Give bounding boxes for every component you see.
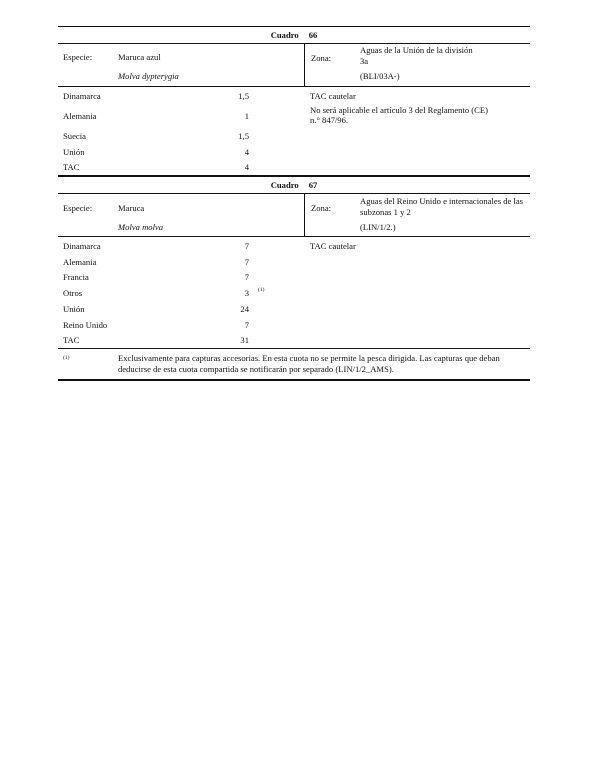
table-title-label: Cuadro xyxy=(270,30,299,40)
species-common-name: Maruca xyxy=(118,203,145,213)
quota-value: 24 xyxy=(240,304,249,314)
country-name: Reino Unido xyxy=(63,320,108,330)
quota-value: 4 xyxy=(244,162,249,172)
zone-line-1: Aguas del Reino Unido e internacionales de las xyxy=(360,196,523,206)
country-name: Dinamarca xyxy=(63,241,101,251)
zone-cell xyxy=(305,194,530,236)
table-67-header xyxy=(58,193,530,237)
table-title-label: Cuadro xyxy=(270,180,299,190)
zone-line-1: Aguas de la Unión de la división xyxy=(360,45,473,55)
country-name: Suecia xyxy=(63,131,86,141)
footnote-line-2: deducirse de esta cuota compartida se notificarán por separado (LIN/1/2_AMS). xyxy=(118,364,394,374)
footnote-line-1: Exclusivamente para capturas accesorias. En esta cuota no se permite la pesca dirigida. Las capturas que deban xyxy=(118,353,500,363)
zone-cell xyxy=(305,44,530,86)
zone-code: (LIN/1/2.) xyxy=(360,222,396,232)
table-66-header xyxy=(58,43,530,87)
quota-value: 3 xyxy=(244,288,249,298)
country-name: Unión xyxy=(63,304,85,314)
quota-list xyxy=(58,237,304,348)
species-common-name: Maruca azul xyxy=(118,52,161,62)
footnote-reference: (1) xyxy=(258,287,265,293)
quota-value: 7 xyxy=(244,320,249,330)
species-label: Especie: xyxy=(63,52,93,62)
species-cell xyxy=(58,44,305,86)
footnote-text xyxy=(118,353,530,379)
quota-value: 7 xyxy=(244,241,249,251)
zone-label: Zona: xyxy=(311,53,332,63)
species-cell xyxy=(58,194,305,236)
remark-article-line-2: n.° 847/96. xyxy=(310,115,349,125)
quota-value: 1 xyxy=(244,111,249,121)
table-67-body xyxy=(58,237,530,348)
table-66-title xyxy=(58,27,530,43)
remark-tac: TAC cautelar xyxy=(310,241,356,251)
zone-label: Zona: xyxy=(311,203,332,213)
zone-line-2: subzonas 1 y 2 xyxy=(360,207,411,217)
remark-article-line-1: No será aplicable el artículo 3 del Reglamento (CE) xyxy=(310,105,489,115)
table-number: 66 xyxy=(308,30,318,40)
bottom-rule xyxy=(58,379,530,381)
country-name: Dinamarca xyxy=(63,91,101,101)
footnote-mark: (1) xyxy=(63,355,70,361)
quota-value: 1,5 xyxy=(238,91,249,101)
remarks xyxy=(304,237,530,348)
table-number: 67 xyxy=(308,180,318,190)
remarks xyxy=(304,87,530,175)
quota-value: 4 xyxy=(244,147,249,157)
zone-code: (BLI/03A-) xyxy=(360,71,400,81)
country-name: Otros xyxy=(63,288,83,298)
species-label: Especie: xyxy=(63,203,93,213)
quota-value: 31 xyxy=(240,335,249,345)
country-name: Francia xyxy=(63,272,89,282)
zone-line-2: 3a xyxy=(360,56,369,66)
species-latin-name: Molva dypterygia xyxy=(118,71,179,81)
quota-value: 1,5 xyxy=(238,131,249,141)
document-page xyxy=(58,26,530,381)
quota-list xyxy=(58,87,304,175)
country-name: Alemania xyxy=(63,111,97,121)
species-latin-name: Molva molva xyxy=(118,222,164,232)
quota-value: 7 xyxy=(244,272,249,282)
country-name: TAC xyxy=(63,335,80,345)
country-name: Alemania xyxy=(63,257,97,267)
remark-tac: TAC cautelar xyxy=(310,91,356,101)
table-66-body xyxy=(58,87,530,175)
country-name: TAC xyxy=(63,162,80,172)
quota-value: 7 xyxy=(244,257,249,267)
country-name: Unión xyxy=(63,147,85,157)
footnote xyxy=(58,348,530,379)
table-67-title xyxy=(58,177,530,193)
